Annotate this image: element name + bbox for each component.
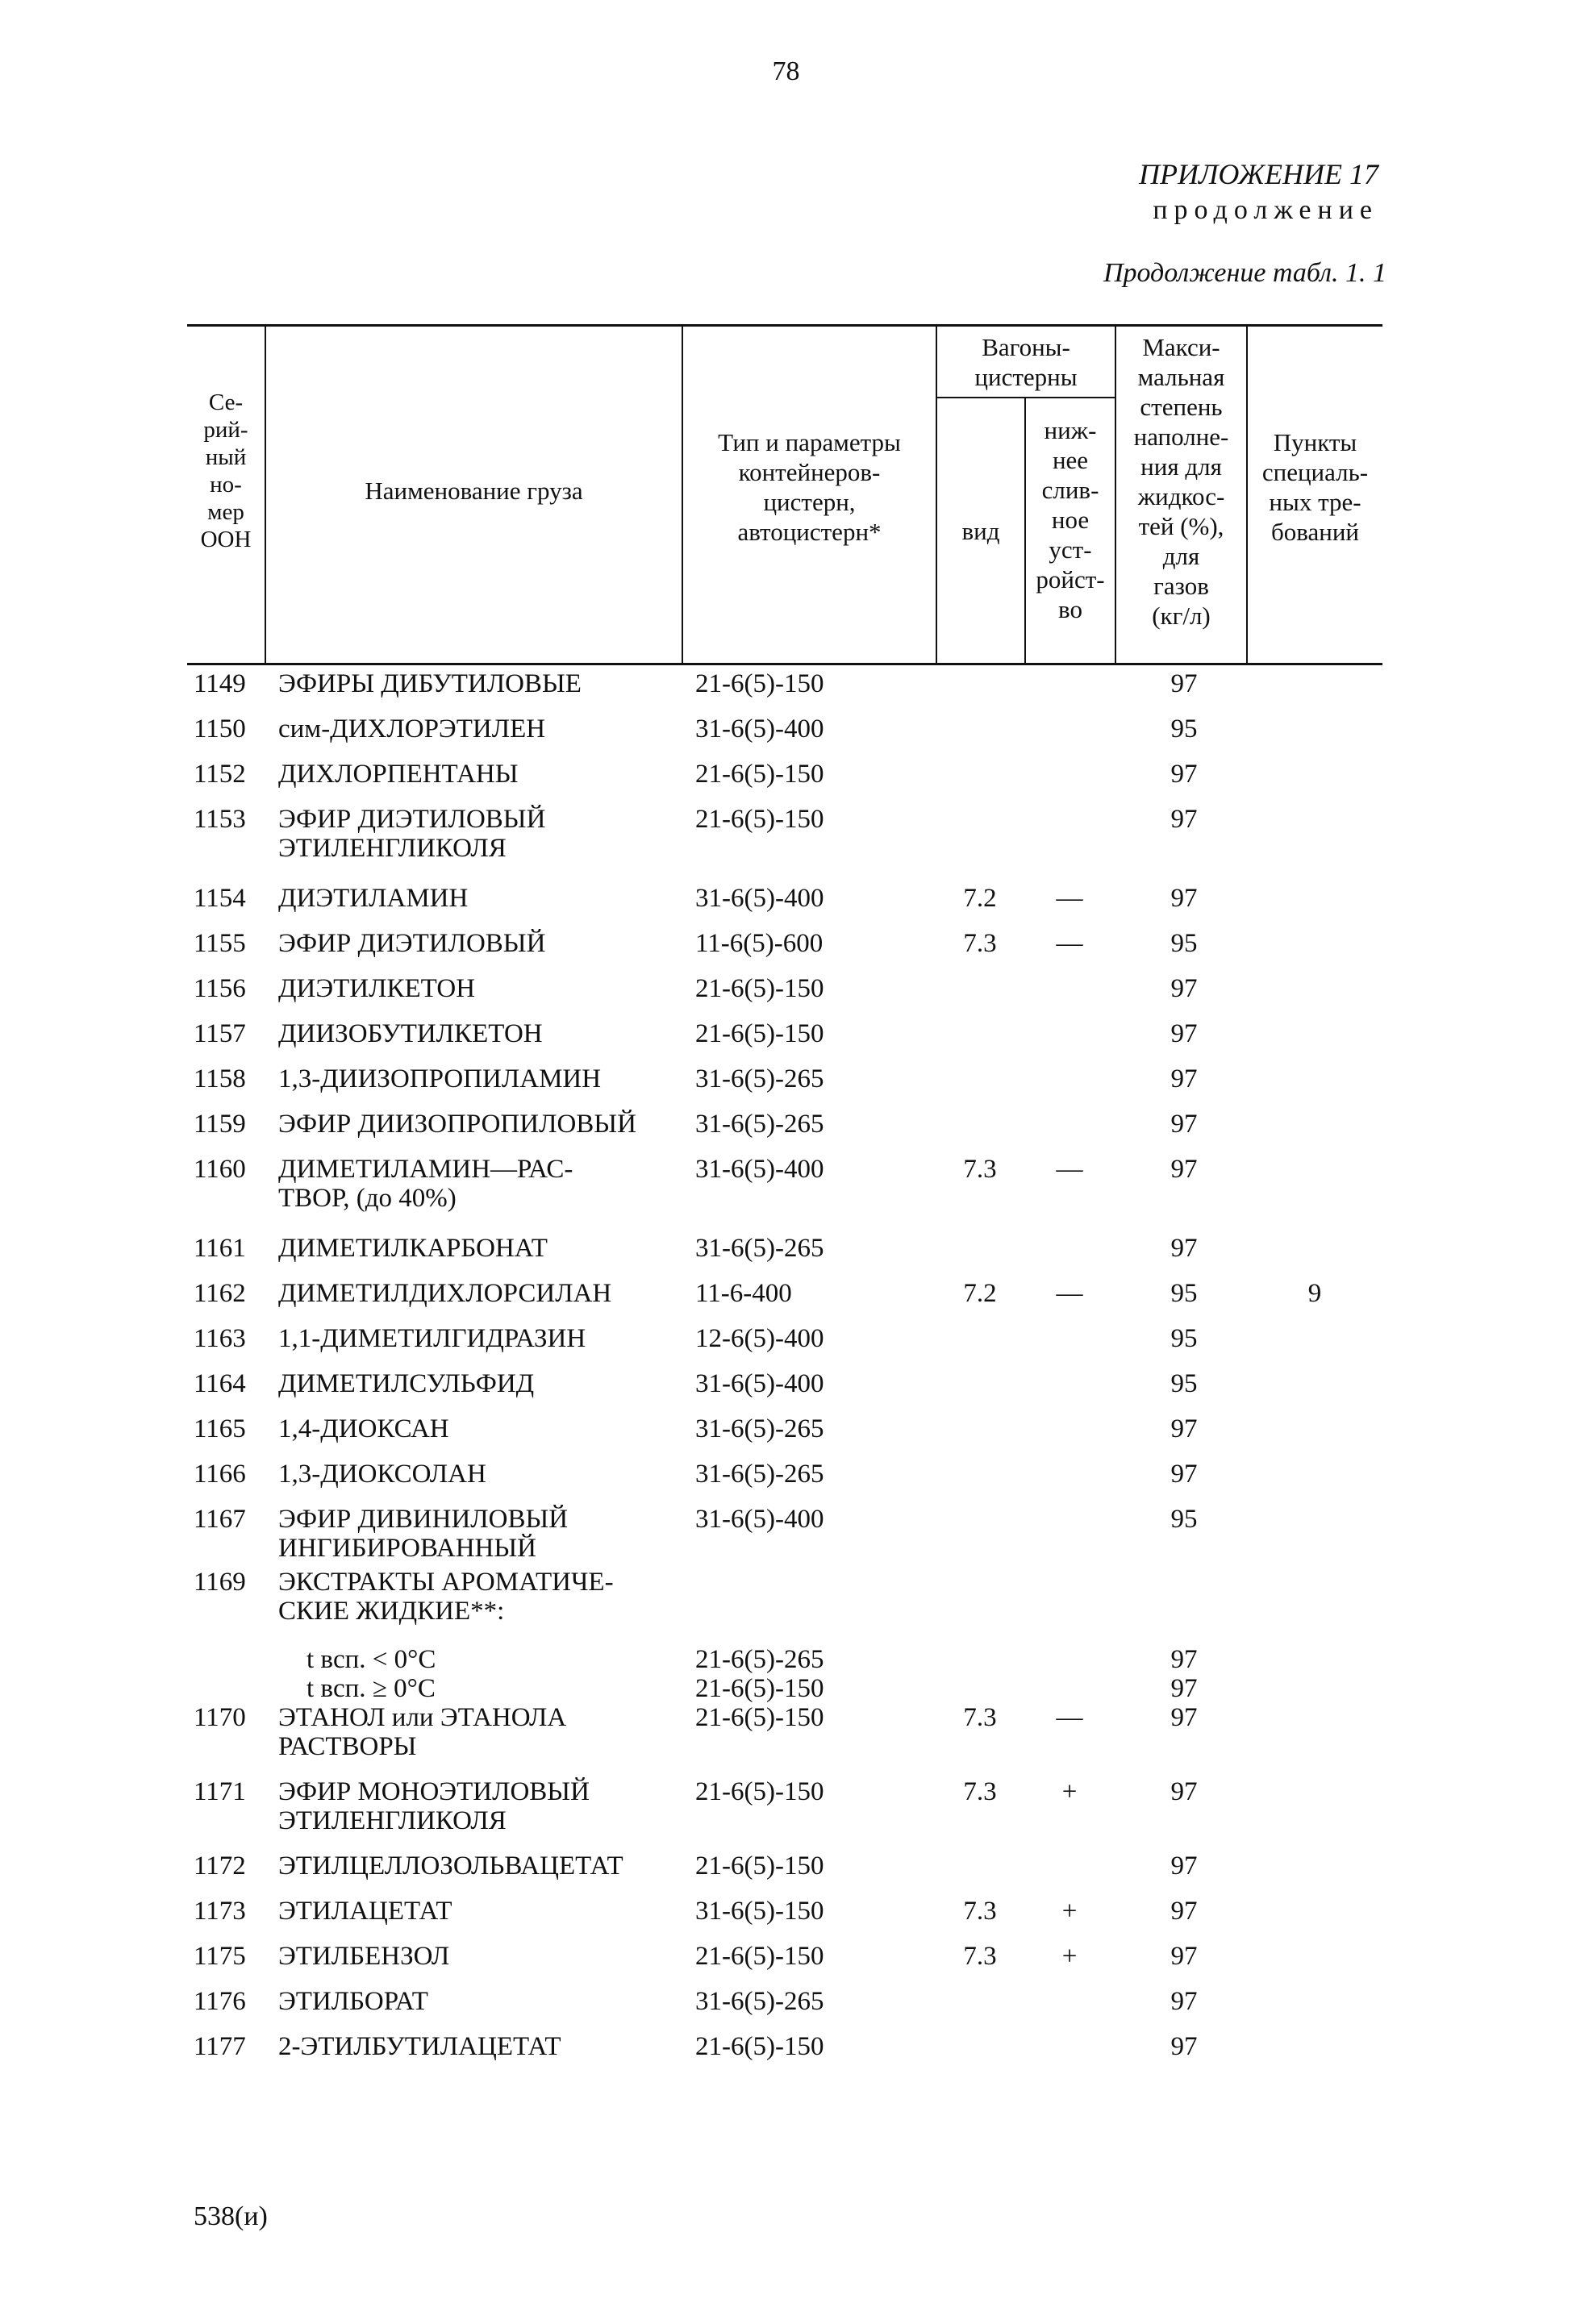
cell-name: ДИМЕТИЛАМИН—РАС- ТВОР, (до 40%) — [278, 1155, 573, 1213]
cell-name: ЭТИЛБЕНЗОЛ — [278, 1942, 450, 1971]
cell-max: 97 — [1170, 760, 1198, 789]
cell-vid: 7.3 — [963, 1897, 997, 1926]
cell-name: ЭФИР ДИВИНИЛОВЫЙ ИНГИБИРОВАННЫЙ — [278, 1505, 569, 1563]
cell-type: 21-6(5)-150 — [695, 2032, 824, 2061]
cell-max: 97 — [1170, 1987, 1198, 2016]
cell-drain: + — [1061, 1942, 1078, 1971]
cell-name: ЭФИР ДИИЗОПРОПИЛОВЫЙ — [278, 1110, 636, 1139]
cell-type: 21-6(5)-150 — [695, 1851, 824, 1880]
cell-vid: 7.3 — [963, 1777, 997, 1806]
cell-type: 21-6(5)-265 21-6(5)-150 — [695, 1645, 824, 1703]
cell-vid: 7.2 — [963, 884, 997, 913]
cell-type: 31-6(5)-400 — [695, 1505, 824, 1534]
cell-type: 31-6(5)-265 — [695, 1110, 824, 1139]
cell-drain: — — [1056, 1703, 1083, 1732]
header-container-type: Тип и параметры контейнеров- цистерн, автоцистерн* — [718, 428, 901, 546]
cell-num: 1165 — [194, 1414, 246, 1443]
cell-max: 97 — [1170, 1414, 1198, 1443]
cell-max: 97 — [1170, 1110, 1198, 1139]
cell-name: ЭКСТРАКТЫ АРОМАТИЧЕ- СКИЕ ЖИДКИЕ**: — [278, 1568, 614, 1626]
cell-type: 21-6(5)-150 — [695, 1703, 824, 1732]
cell-num: 1164 — [194, 1369, 246, 1398]
table-top-rule — [187, 324, 1382, 327]
cell-max: 97 — [1170, 1019, 1198, 1048]
cell-drain: — — [1056, 929, 1083, 958]
cell-num: 1169 — [194, 1568, 246, 1597]
cell-max: 95 — [1170, 1324, 1198, 1353]
cell-name: ЭТИЛБОРАТ — [278, 1987, 428, 2016]
cell-num: 1154 — [194, 884, 246, 913]
header-max-fill: Макси- мальная степень наполне- ния для жидкос- тей (%), для газов (кг/л) — [1133, 333, 1229, 630]
cell-type: 31-6(5)-265 — [695, 1234, 824, 1263]
cell-max: 97 — [1170, 1064, 1198, 1093]
cell-name: 1,3-ДИОКСОЛАН — [278, 1460, 486, 1489]
cell-name: ЭТИЛЦЕЛЛОЗОЛЬВАЦЕТАТ — [278, 1851, 623, 1880]
header-un-number: Се- рий- ный но- мер ООН — [200, 389, 252, 552]
cell-name: ДИМЕТИЛДИХЛОРСИЛАН — [278, 1279, 612, 1308]
cell-vid: 7.3 — [963, 1703, 997, 1732]
cell-num: 1173 — [194, 1897, 246, 1926]
cell-drain: — — [1056, 1279, 1083, 1308]
cell-max: 97 — [1170, 1155, 1198, 1184]
cell-num: 1167 — [194, 1505, 246, 1534]
cell-vid: 7.3 — [963, 929, 997, 958]
cell-max: 97 — [1170, 1703, 1198, 1732]
cell-drain: + — [1061, 1777, 1078, 1806]
footer-code: 538(и) — [194, 2201, 268, 2231]
header-tank-wagons: Вагоны- цистерны — [974, 333, 1078, 391]
cell-vid: 7.3 — [963, 1155, 997, 1184]
cell-vid: 7.3 — [963, 1942, 997, 1971]
cell-num: 1175 — [194, 1942, 246, 1971]
cell-max: 97 — [1170, 1851, 1198, 1880]
cell-num: 1155 — [194, 929, 246, 958]
cell-max: 95 — [1170, 1369, 1198, 1398]
cell-type: 21-6(5)-150 — [695, 760, 824, 789]
cell-type: 21-6(5)-150 — [695, 1942, 824, 1971]
cell-type: 31-6(5)-150 — [695, 1897, 824, 1926]
cell-type: 31-6(5)-265 — [695, 1064, 824, 1093]
cell-name: 1,1-ДИМЕТИЛГИДРАЗИН — [278, 1324, 586, 1353]
cell-vid: 7.2 — [963, 1279, 997, 1308]
cell-type: 31-6(5)-400 — [695, 1155, 824, 1184]
cell-name: ЭФИР МОНОЭТИЛОВЫЙ ЭТИЛЕНГЛИКОЛЯ — [278, 1777, 590, 1835]
cell-max: 97 97 — [1170, 1645, 1198, 1703]
cell-num: 1153 — [194, 805, 246, 834]
header-bottom-drain: ниж- нее слив- ное уст- ройст- во — [1036, 416, 1105, 623]
cell-num: 1166 — [194, 1460, 246, 1489]
cell-name: ЭФИР ДИЭТИЛОВЫЙ ЭТИЛЕНГЛИКОЛЯ — [278, 805, 546, 863]
cell-drain: — — [1056, 884, 1083, 913]
cell-name: ЭТАНОЛ или ЭТАНОЛА РАСТВОРЫ — [278, 1703, 567, 1761]
cell-max: 97 — [1170, 1460, 1198, 1489]
cell-type: 12-6(5)-400 — [695, 1324, 824, 1353]
table-continuation-label: Продолжение табл. 1. 1 — [1103, 258, 1386, 288]
appendix-title: ПРИЛОЖЕНИЕ 17 — [1139, 158, 1378, 190]
cell-max: 97 — [1170, 1777, 1198, 1806]
cell-num: 1158 — [194, 1064, 246, 1093]
cell-drain: + — [1061, 1897, 1078, 1926]
cell-max: 95 — [1170, 1505, 1198, 1534]
continuation-label: продолжение — [1153, 195, 1378, 225]
cell-name: 2-ЭТИЛБУТИЛАЦЕТАТ — [278, 2032, 561, 2061]
cell-name: ДИИЗОБУТИЛКЕТОН — [278, 1019, 543, 1048]
cell-type: 31-6(5)-265 — [695, 1987, 824, 2016]
cell-name: сим-ДИХЛОРЭТИЛЕН — [278, 714, 546, 743]
cell-num: 1170 — [194, 1703, 246, 1732]
cell-num: 1160 — [194, 1155, 246, 1184]
cell-type: 11-6(5)-600 — [695, 929, 824, 958]
cell-type: 21-6(5)-150 — [695, 669, 824, 698]
cell-drain: — — [1056, 1155, 1083, 1184]
cell-num: 1149 — [194, 669, 246, 698]
cell-type: 31-6(5)-265 — [695, 1460, 824, 1489]
header-cargo-name: Наименование груза — [365, 477, 583, 505]
cell-name: 1,3-ДИИЗОПРОПИЛАМИН — [278, 1064, 602, 1093]
cell-name: ЭФИРЫ ДИБУТИЛОВЫЕ — [278, 669, 582, 698]
cell-name: t вcп. < 0°С t вcп. ≥ 0°С — [306, 1645, 436, 1703]
cell-type: 31-6(5)-400 — [695, 884, 824, 913]
cell-type: 31-6(5)-265 — [695, 1414, 824, 1443]
cell-max: 95 — [1170, 929, 1198, 958]
cell-max: 97 — [1170, 669, 1198, 698]
header-special-points: Пункты специаль- ных тре- бований — [1261, 428, 1369, 546]
cell-type: 21-6(5)-150 — [695, 805, 824, 834]
cell-name: ДИЭТИЛАМИН — [278, 884, 469, 913]
page-number: 78 — [772, 56, 800, 86]
cell-type: 21-6(5)-150 — [695, 1777, 824, 1806]
cell-name: ЭФИР ДИЭТИЛОВЫЙ — [278, 929, 546, 958]
cell-num: 1162 — [194, 1279, 246, 1308]
cell-type: 31-6(5)-400 — [695, 714, 824, 743]
cell-num: 1157 — [194, 1019, 246, 1048]
cell-type: 11-6-400 — [695, 1279, 792, 1308]
header-type: вид — [961, 517, 1000, 545]
cell-num: 1152 — [194, 760, 246, 789]
cell-name: 1,4-ДИОКСАН — [278, 1414, 449, 1443]
cell-max: 97 — [1170, 974, 1198, 1003]
cell-num: 1159 — [194, 1110, 246, 1139]
cell-num: 1171 — [194, 1777, 246, 1806]
cell-num: 1172 — [194, 1851, 246, 1880]
cell-num: 1176 — [194, 1987, 246, 2016]
cell-name: ЭТИЛАЦЕТАТ — [278, 1897, 452, 1926]
cell-type: 21-6(5)-150 — [695, 1019, 824, 1048]
cell-num: 1150 — [194, 714, 246, 743]
cell-max: 97 — [1170, 1897, 1198, 1926]
cell-num: 1161 — [194, 1234, 246, 1263]
cell-type: 21-6(5)-150 — [695, 974, 824, 1003]
cell-max: 97 — [1170, 1234, 1198, 1263]
cell-name: ДИМЕТИЛСУЛЬФИД — [278, 1369, 535, 1398]
cell-name: ДИХЛОРПЕНТАНЫ — [278, 760, 519, 789]
cell-name: ДИМЕТИЛКАРБОНАТ — [278, 1234, 548, 1263]
cell-num: 1156 — [194, 974, 246, 1003]
cell-name: ДИЭТИЛКЕТОН — [278, 974, 476, 1003]
cell-max: 97 — [1170, 1942, 1198, 1971]
cell-max: 97 — [1170, 884, 1198, 913]
table-header-bottom-rule — [187, 663, 1382, 665]
cell-max: 95 — [1170, 1279, 1198, 1308]
cell-max: 97 — [1170, 805, 1198, 834]
cell-max: 97 — [1170, 2032, 1198, 2061]
cell-type: 31-6(5)-400 — [695, 1369, 824, 1398]
cell-num: 1163 — [194, 1324, 246, 1353]
cell-points: 9 — [1307, 1279, 1322, 1308]
cell-max: 95 — [1170, 714, 1198, 743]
cell-num: 1177 — [194, 2032, 246, 2061]
